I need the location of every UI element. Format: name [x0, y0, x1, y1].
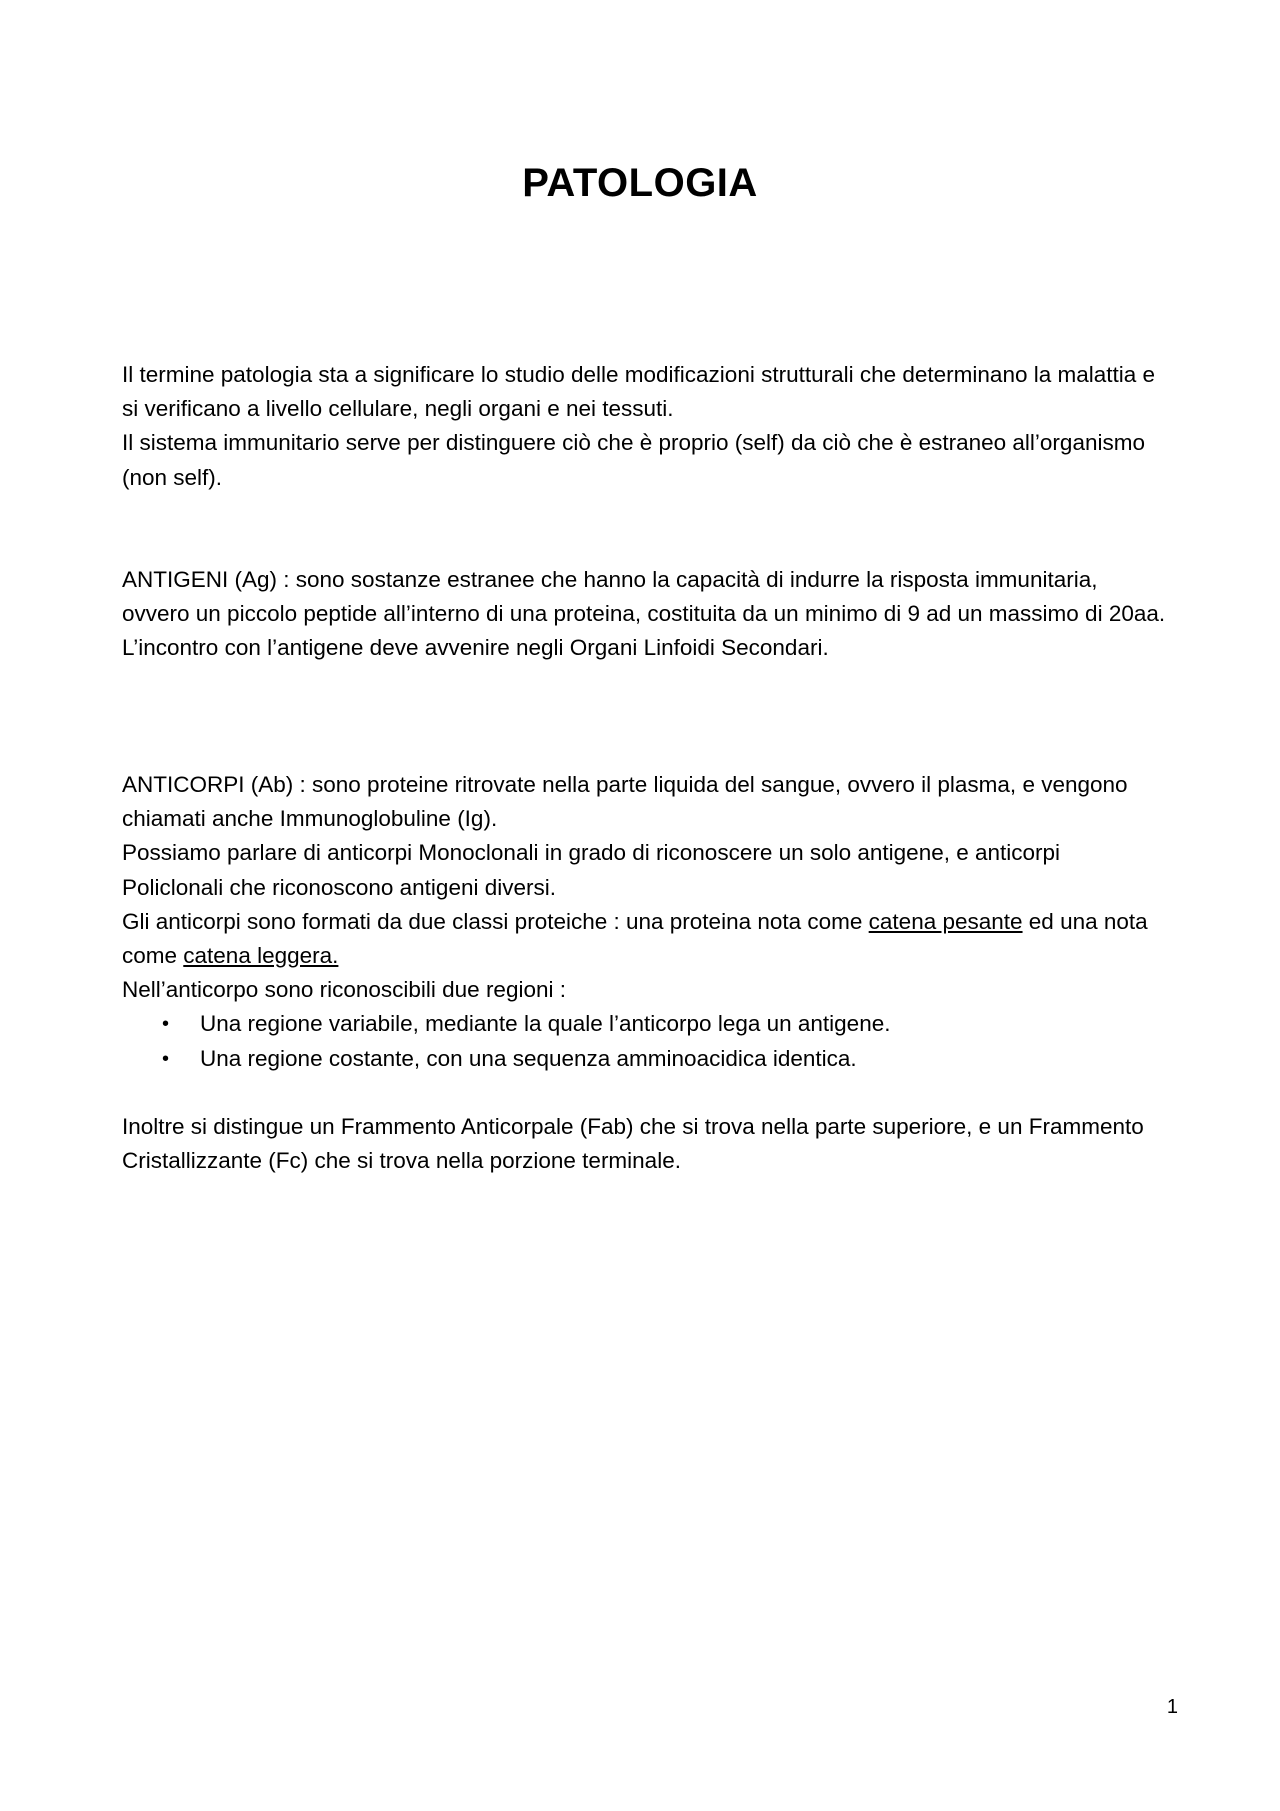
page-title: PATOLOGIA	[522, 161, 758, 205]
antigeni-paragraph-encounter: L’incontro con l’antigene deve avvenire negli Organi Linfoidi Secondari.	[122, 635, 829, 661]
list-item	[122, 1042, 1167, 1076]
antigeni-paragraph-definition: ANTIGENI (Ag) : sono sostanze estranee che hanno la capacità di indurre la risposta immunitaria, ovvero un piccolo peptide all’interno di una proteina, costituita da un minimo di 9 ad un massimo di 20aa.	[122, 567, 1166, 627]
intro-section	[122, 358, 1167, 495]
anticorpi-paragraph-regions: Nell’anticorpo sono riconoscibili due regioni :	[122, 977, 566, 1003]
heavy-chain-term: catena pesante	[868, 908, 1023, 934]
anticorpi-paragraph-chains	[122, 905, 1167, 973]
bullet-icon: •	[162, 1013, 170, 1036]
intro-paragraph-immune-system: Il sistema immunitario serve per distinguere ciò che è proprio (self) da ciò che è estraneo all’organismo (non self).	[122, 430, 1145, 490]
light-chain-term: catena leggera.	[183, 943, 339, 969]
list-item-text: Una regione variabile, mediante la quale l’anticorpo lega un antigene.	[200, 1011, 891, 1037]
chains-text-mid: ed una nota come	[122, 908, 1148, 969]
antigeni-section	[122, 563, 1167, 666]
page-number: 1	[1166, 1696, 1178, 1718]
frammenti-paragraph: Inoltre si distingue un Frammento Anticorpale (Fab) che si trova nella parte superiore, e un Frammento Cristallizzante (Fc) che si trova nella porzione terminale.	[122, 1114, 1144, 1174]
anticorpi-section	[122, 768, 1167, 1076]
regions-bullet-list	[122, 1007, 1167, 1075]
intro-paragraph-definition: Il termine patologia sta a significare lo studio delle modificazioni strutturali che determinano la malattia e si verificano a livello cellulare, negli organi e nei tessuti.	[122, 362, 1156, 422]
anticorpi-paragraph-clonality: Possiamo parlare di anticorpi Monoclonali in grado di riconoscere un solo antigene, e anticorpi Policlonali che riconoscono antigeni diversi.	[122, 840, 1061, 900]
frammenti-section	[122, 1110, 1167, 1178]
chains-text-start: Gli anticorpi sono formati da due classi proteiche : una proteina nota come	[122, 908, 869, 934]
list-item	[122, 1007, 1167, 1041]
list-item-text: Una regione costante, con una sequenza amminoacidica identica.	[200, 1045, 857, 1071]
bullet-icon: •	[162, 1047, 170, 1070]
anticorpi-paragraph-definition: ANTICORPI (Ab) : sono proteine ritrovate nella parte liquida del sangue, ovvero il plasma, e vengono chiamati anche Immunoglobuline (Ig).	[122, 772, 1128, 832]
